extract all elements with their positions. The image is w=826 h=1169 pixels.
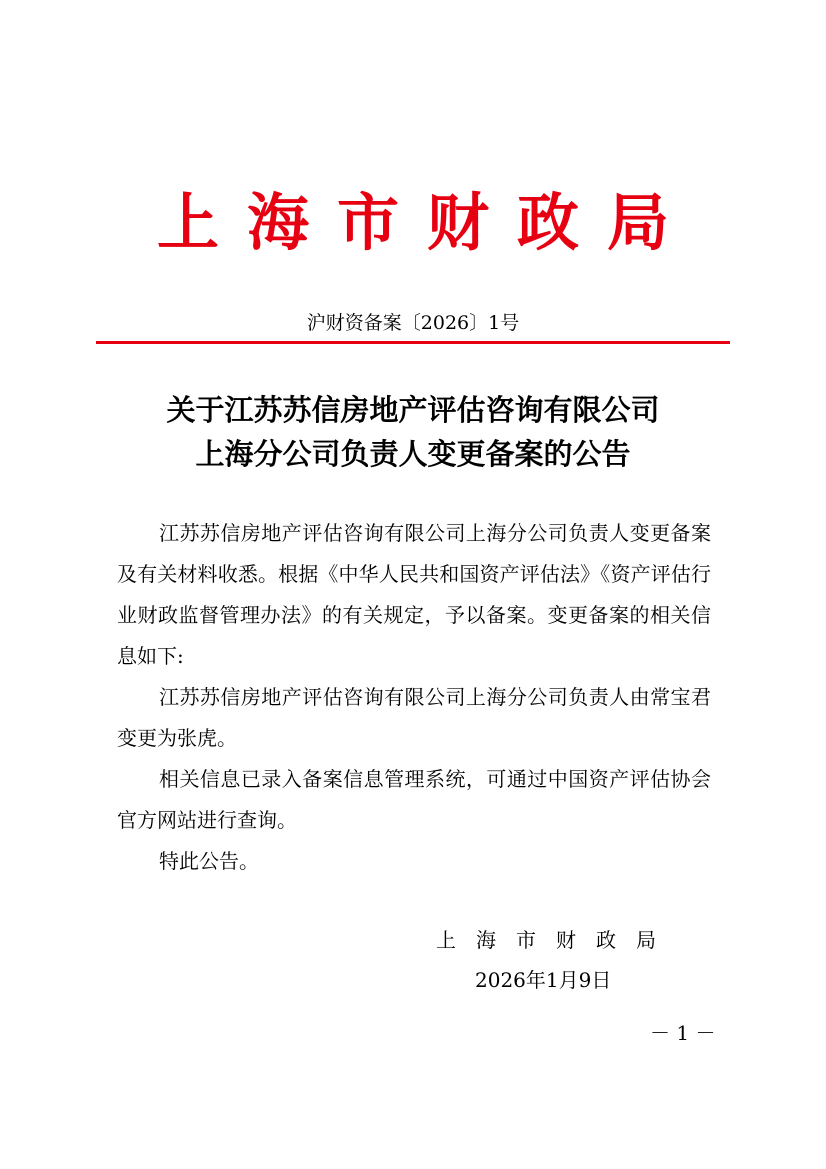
page-number: － 1 － [650, 1021, 716, 1045]
body-paragraph-2: 江苏苏信房地产评估咨询有限公司上海分公司负责人由常宝君变更为张虎。 [117, 685, 711, 750]
red-divider [96, 341, 730, 344]
notice-body [117, 513, 711, 882]
document-number: 沪财资备案〔2026〕1号 [306, 312, 520, 334]
notice-title [0, 388, 826, 476]
masthead: 上海市财政局 [156, 186, 697, 259]
signature-issuer: 上海市财政局 [436, 928, 676, 952]
notice-title-line-2: 上海分公司负责人变更备案的公告 [195, 437, 631, 471]
body-paragraph-1: 江苏苏信房地产评估咨询有限公司上海分公司负责人变更备案及有关材料收悉。根据《中华人民共和国资产评估法》《资产评估行业财政监督管理办法》的有关规定，予以备案。变更备案的相关信息如下: [117, 521, 711, 668]
body-paragraph-4: 特此公告。 [159, 849, 259, 873]
issue-date: 2026年1月9日 [475, 968, 612, 992]
notice-title-line-1: 关于江苏苏信房地产评估咨询有限公司 [166, 393, 660, 427]
body-paragraph-3: 相关信息已录入备案信息管理系统，可通过中国资产评估协会官方网站进行查询。 [117, 767, 711, 832]
